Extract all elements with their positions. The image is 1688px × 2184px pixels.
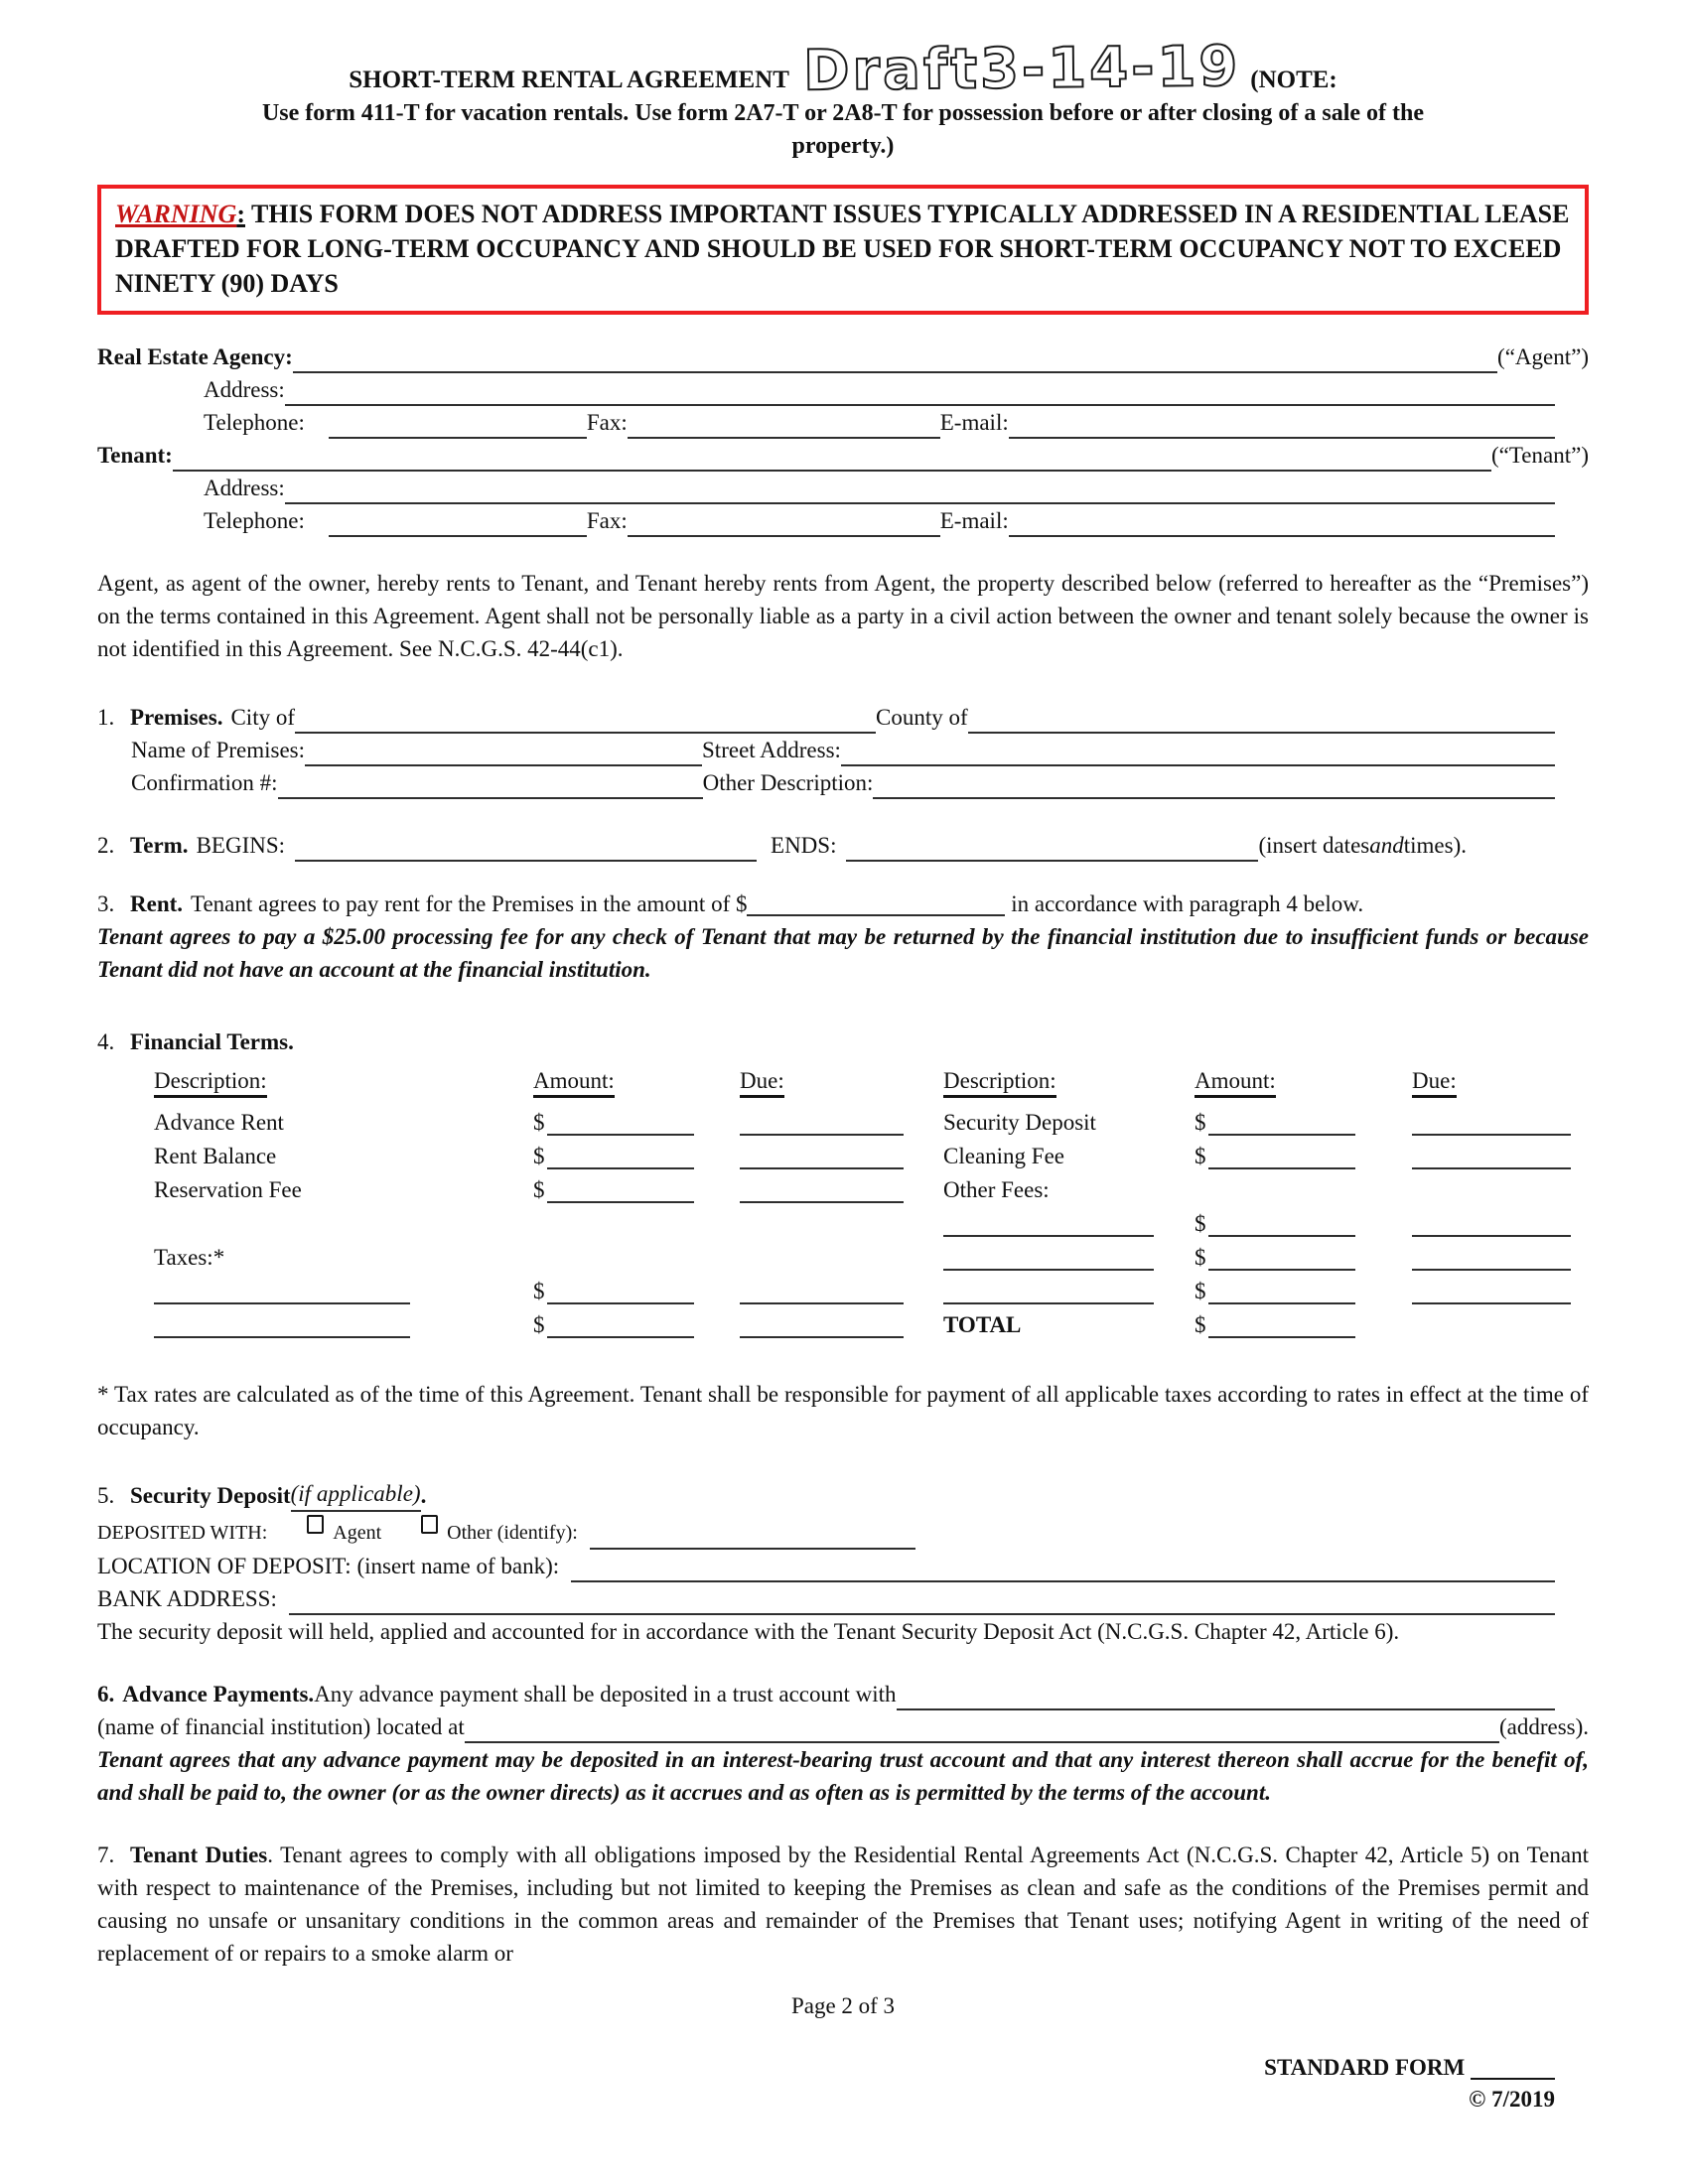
term-section <box>97 829 1589 862</box>
agency-telephone-label: Telephone: <box>204 410 305 435</box>
other-identify-blank[interactable] <box>590 1546 915 1550</box>
advance-payments-number: 6. <box>97 1682 115 1706</box>
security-deposit-number: 5. <box>97 1483 115 1508</box>
warning-box <box>97 185 1589 315</box>
advance-payments-line1: Any advance payment shall be deposited in a trust account with <box>314 1682 897 1706</box>
dollar-sign: $ <box>533 1144 545 1168</box>
tax-amount-blank[interactable] <box>547 1332 694 1338</box>
processing-fee-notice: Tenant agrees to pay a $25.00 processing fee for any check of Tenant that may be returned by the financial institution due to insufficient funds or because Tenant did not have an account at the financial institution. <box>97 924 1589 982</box>
row-label-security-deposit: Security Deposit <box>943 1110 1096 1135</box>
row-label-rent-balance: Rent Balance <box>154 1144 277 1168</box>
col-header-due-1: Due: <box>740 1068 784 1098</box>
tenant-email-blank[interactable] <box>1009 533 1555 537</box>
rent-text-after: in accordance with paragraph 4 below. <box>1005 891 1364 916</box>
row-label-taxes: Taxes:* <box>154 1245 225 1270</box>
note-line3: property.) <box>791 133 895 159</box>
tenant-duties-body: . Tenant agrees to comply with all obligations imposed by the Residential Rental Agreements Act (N.C.G.S. Chapter 42, Article 5) on Tenant with respect to maintenance of the Premises, including but not limited to keeping the Premises as clean and safe as the conditions of the Premises permit and causing no unsafe or unsanitary conditions in the common areas and remainder of the Premises that Tenant uses; notifying Agent in writing of the need of replacement of or repairs to a smoke alarm or <box>97 1843 1589 1966</box>
premises-name-label: Name of Premises: <box>131 738 306 762</box>
document-header <box>97 34 1589 104</box>
financial-number: 4. <box>97 1029 115 1054</box>
agency-label: Real Estate Agency: <box>97 344 293 369</box>
financial-institution-label: (name of financial institution) located at <box>97 1714 465 1739</box>
other-description-label: Other Description: <box>702 770 874 795</box>
other-description-blank[interactable] <box>873 795 1555 799</box>
tenant-duties-title: Tenant Duties <box>130 1843 268 1867</box>
note-start: (NOTE: <box>1250 67 1337 93</box>
financial-title: Financial Terms. <box>130 1029 294 1054</box>
rent-amount-blank[interactable] <box>747 910 1005 916</box>
insert-dates-pre: (insert dates <box>1258 833 1370 858</box>
row-label-other-fees: Other Fees: <box>943 1177 1050 1202</box>
tenant-suffix: (“Tenant”) <box>1491 443 1589 468</box>
confirmation-label: Confirmation #: <box>131 770 278 795</box>
deposited-with-label: DEPOSITED WITH: <box>97 1522 268 1544</box>
county-label: County of <box>876 705 968 730</box>
tax-footnote: * Tax rates are calculated as of the time of this Agreement. Tenant shall be responsible for payment of all applicable taxes according to rates in effect at the time of occupancy. <box>97 1382 1589 1439</box>
tenant-email-label: E-mail: <box>939 508 1009 533</box>
security-deposit-title-period: . <box>420 1483 427 1508</box>
street-address-label: Street Address: <box>702 738 841 762</box>
other-checkbox[interactable] <box>421 1515 438 1534</box>
tax-description-blank[interactable] <box>154 1332 410 1338</box>
advance-payments-notice: Tenant agrees that any advance payment may be deposited in an interest-bearing trust account and that any interest thereon shall accrue for the benefit of, and shall be paid to, the owner (or as the owner directs) as it accrues and as often as is permitted by the terms of the account. <box>97 1747 1589 1805</box>
security-deposit-title-close: ) <box>413 1477 421 1512</box>
parties-section <box>97 341 1589 537</box>
dollar-sign: $ <box>533 1279 545 1303</box>
city-label: City of <box>230 705 295 730</box>
dollar-sign: $ <box>533 1110 545 1135</box>
standard-form-label: STANDARD FORM <box>1264 2055 1466 2080</box>
rent-number: 3. <box>97 891 115 916</box>
insert-dates-post: times). <box>1403 833 1467 858</box>
location-of-deposit-label: LOCATION OF DEPOSIT: (insert name of bank): <box>97 1554 560 1578</box>
premises-section <box>97 701 1589 799</box>
security-deposit-title-italic: (if applicable <box>291 1477 413 1512</box>
bank-address-label: BANK ADDRESS: <box>97 1586 277 1611</box>
begins-label: BEGINS: <box>196 833 286 858</box>
agency-email-label: E-mail: <box>939 410 1009 435</box>
advance-payments-section <box>97 1678 1589 1809</box>
agency-address-blank[interactable] <box>285 402 1555 406</box>
tenant-label: Tenant: <box>97 443 173 468</box>
tenant-telephone-label: Telephone: <box>204 508 305 533</box>
tenant-address-blank[interactable] <box>285 500 1555 504</box>
premises-title: Premises. <box>130 705 223 730</box>
note-line2: Use form 411-T for vacation rentals. Use form 2A7-T or 2A8-T for possession before or after closing of a sale of the <box>261 100 1425 126</box>
rent-section <box>97 887 1589 986</box>
other-option-label: Other (identify): <box>447 1522 578 1544</box>
address-suffix-label: (address). <box>1498 1714 1589 1739</box>
intro-paragraph: Agent, as agent of the owner, hereby rents to Tenant, and Tenant hereby rents from Agent, the property described below (referred to hereafter as the “Premises”) on the terms contained in this Agreement. Agent shall not be personally liable as a party in a civil action between the owner and tenant solely because the owner is not identified in this Agreement. See N.C.G.S. 42-44(c1). <box>97 571 1589 661</box>
county-blank[interactable] <box>968 730 1555 734</box>
tax-due-blank[interactable] <box>740 1332 904 1338</box>
advance-payments-title: Advance Payments. <box>122 1682 315 1706</box>
col-header-description-2: Description: <box>943 1068 1056 1098</box>
dollar-sign: $ <box>1195 1110 1206 1135</box>
location-of-deposit-blank[interactable] <box>571 1578 1555 1582</box>
tenant-duties-number: 7. <box>97 1843 115 1867</box>
agency-fax-label: Fax: <box>586 410 628 435</box>
security-deposit-section <box>97 1477 1589 1648</box>
security-deposit-body: The security deposit will held, applied and accounted for in accordance with the Tenant Security Deposit Act (N.C.G.S. Chapter 42, Article 6). <box>97 1619 1400 1644</box>
agency-email-blank[interactable] <box>1009 435 1555 439</box>
page-title: SHORT-TERM RENTAL AGREEMENT <box>349 67 789 93</box>
tenant-duties-section <box>97 1839 1589 1970</box>
security-deposit-title: Security Deposit <box>130 1483 291 1508</box>
dollar-sign: $ <box>533 1312 545 1337</box>
agency-telephone-blank[interactable] <box>329 435 587 439</box>
agency-fax-blank[interactable] <box>628 435 940 439</box>
col-header-amount-2: Amount: <box>1195 1068 1276 1098</box>
dollar-sign: $ <box>1195 1211 1206 1236</box>
copyright-label: © 7/2019 <box>1469 2087 1555 2112</box>
term-title: Term. <box>130 833 189 858</box>
warning-label: WARNING <box>115 200 237 228</box>
tenant-blank[interactable] <box>173 468 1491 472</box>
standard-form-number-blank <box>1471 2074 1555 2080</box>
col-header-description-1: Description: <box>154 1068 267 1098</box>
tenant-address-label: Address: <box>204 476 285 500</box>
row-label-cleaning-fee: Cleaning Fee <box>943 1144 1064 1168</box>
trust-account-blank[interactable] <box>897 1706 1555 1710</box>
premises-number: 1. <box>97 705 115 730</box>
financial-table <box>154 1062 1589 1338</box>
total-amount-blank[interactable] <box>1208 1332 1355 1338</box>
term-number: 2. <box>97 833 115 858</box>
tenant-telephone-blank[interactable] <box>329 533 587 537</box>
agent-option-label: Agent <box>333 1522 382 1544</box>
tenant-fax-blank[interactable] <box>628 533 940 537</box>
col-header-due-2: Due: <box>1412 1068 1457 1098</box>
dollar-sign: $ <box>533 1177 545 1202</box>
agency-blank[interactable] <box>293 369 1497 373</box>
ends-blank[interactable] <box>846 858 1258 862</box>
agency-address-label: Address: <box>204 377 285 402</box>
dollar-sign: $ <box>1195 1312 1206 1337</box>
total-label: TOTAL <box>943 1312 1022 1337</box>
tenant-fax-label: Fax: <box>586 508 628 533</box>
form-footer <box>97 2052 1589 2116</box>
row-label-reservation-fee: Reservation Fee <box>154 1177 302 1202</box>
dollar-sign: $ <box>1195 1279 1206 1303</box>
confirmation-blank[interactable] <box>278 795 703 799</box>
page-number: Page 2 of 3 <box>790 1993 896 2018</box>
warning-text: THIS FORM DOES NOT ADDRESS IMPORTANT ISSUES TYPICALLY ADDRESSED IN A RESIDENTIAL LEASE DRAFTED FOR LONG-TERM OCCUPANCY AND SHOULD BE USED FOR SHORT-TERM OCCUPANCY NOT TO EXCEED NINETY (90) DAYS <box>115 200 1570 298</box>
draft-stamp: Draft3-14-19 <box>802 34 1241 104</box>
row-label-advance-rent: Advance Rent <box>154 1110 284 1135</box>
deposited-with-row <box>97 1516 1589 1550</box>
rent-title: Rent. <box>130 891 184 916</box>
dollar-sign: $ <box>1195 1245 1206 1270</box>
premises-name-blank[interactable] <box>305 762 702 766</box>
agency-suffix: (“Agent”) <box>1497 344 1589 369</box>
begins-blank[interactable] <box>295 858 757 862</box>
col-header-amount-1: Amount: <box>533 1068 615 1098</box>
warning-colon: : <box>236 200 245 228</box>
street-address-blank[interactable] <box>841 762 1555 766</box>
financial-terms-section <box>97 1025 1589 1338</box>
ends-label: ENDS: <box>771 833 837 858</box>
dollar-sign: $ <box>1195 1144 1206 1168</box>
insert-dates-and: and <box>1369 833 1404 858</box>
rent-text-before: Tenant agrees to pay rent for the Premises in the amount of $ <box>191 891 748 916</box>
agent-checkbox[interactable] <box>307 1515 324 1534</box>
